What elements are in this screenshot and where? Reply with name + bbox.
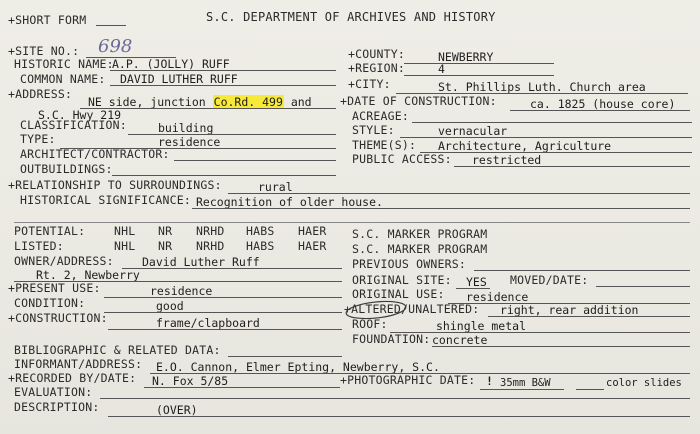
photo-bw: 35mm B&W (500, 377, 551, 389)
style-line (400, 137, 692, 138)
style-label: STYLE: (352, 123, 395, 137)
listed-nhl: NHL (114, 239, 136, 253)
form-title: S.C. DEPARTMENT OF ARCHIVES AND HISTORY (206, 10, 496, 24)
present-use-label: +PRESENT USE: (8, 281, 101, 295)
architect-line (174, 160, 336, 161)
original-site-label: ORIGINAL SITE: (352, 273, 452, 287)
marker-program-2: S.C. MARKER PROGRAM (352, 242, 488, 256)
date-line (510, 110, 690, 111)
classification-value: building (158, 121, 214, 135)
relationship-label: +RELATIONSHIP TO SURROUNDINGS: (8, 178, 222, 192)
relationship-line (228, 193, 690, 194)
roof-label: ROOF: (352, 317, 388, 331)
access-value: restricted (472, 153, 542, 167)
common-name-label: COMMON NAME: (20, 72, 106, 86)
altered-label-b: /UNALTERED: (401, 302, 480, 316)
photo-color: color slides (606, 377, 682, 389)
site-no-label: +SITE NO.: (8, 44, 80, 58)
listed-label: LISTED: (14, 239, 64, 253)
photo-bw-line (480, 389, 564, 390)
listed-nrhd: NRHD (196, 239, 225, 253)
bibliographic-label: BIBLIOGRAPHIC & RELATED DATA: (14, 343, 221, 357)
description-line (108, 416, 690, 417)
city-label: +CITY: (348, 77, 391, 91)
acreage-line (412, 122, 692, 123)
altered-line (488, 316, 690, 317)
common-name-line (110, 85, 336, 86)
recorded-label: +RECORDED BY/DATE: (8, 371, 137, 385)
access-label: PUBLIC ACCESS: (352, 152, 452, 166)
significance-label: HISTORICAL SIGNIFICANCE: (20, 193, 191, 207)
foundation-line (432, 346, 690, 347)
original-site-line (456, 288, 490, 289)
original-site-value: YES (466, 275, 487, 289)
construction-line (108, 329, 342, 330)
description-label: DESCRIPTION: (14, 400, 100, 414)
owner-line (122, 268, 342, 269)
altered-value: right, rear addition (500, 303, 639, 317)
potential-nhl: NHL (114, 224, 136, 238)
theme-line (420, 152, 692, 153)
historic-name-value: A.P. (JOLLY) RUFF (112, 57, 230, 71)
county-label: +COUNTY: (348, 47, 405, 61)
potential-habs: HABS (246, 224, 275, 238)
moved-label: MOVED/DATE: (510, 273, 589, 287)
site-no-value: 698 (98, 36, 133, 57)
historic-name-line (110, 70, 336, 71)
potential-label: POTENTIAL: (14, 224, 86, 238)
historic-name-label: HISTORIC NAME: (14, 57, 114, 71)
significance-value: Recognition of older house. (196, 195, 383, 209)
description-value: (OVER) (156, 403, 198, 417)
moved-line (596, 286, 690, 287)
region-line (404, 75, 554, 76)
potential-haer: HAER (298, 224, 327, 238)
owner-label: OWNER/ADDRESS: (14, 254, 114, 268)
county-line (404, 63, 554, 64)
common-name-value: DAVID LUTHER RUFF (120, 72, 238, 86)
type-value: residence (158, 135, 221, 149)
address-part-a: NE side, junction (88, 95, 206, 109)
recorded-line (144, 387, 340, 388)
listed-habs: HABS (246, 239, 275, 253)
potential-nrhd: NRHD (196, 224, 225, 238)
city-value: St. Phillips Luth. Church area (438, 80, 646, 94)
listed-haer: HAER (298, 239, 327, 253)
photo-mark: ! (486, 374, 493, 388)
region-label: +REGION: (348, 61, 405, 75)
informant-label: INFORMANT/ADDRESS: (14, 357, 143, 371)
classification-label: CLASSIFICATION: (20, 118, 127, 132)
theme-value: Architecture, Agriculture (438, 139, 612, 153)
type-label: TYPE: (20, 132, 56, 146)
significance-line-2 (14, 222, 690, 223)
previous-owners-line (474, 270, 690, 271)
short-form-label: +SHORT FORM (8, 13, 87, 27)
owner-value-line2: Rt. 2, Newberry (36, 268, 140, 282)
style-value: vernacular (438, 124, 508, 138)
condition-label: CONDITION: (14, 296, 86, 310)
region-value: 4 (438, 62, 445, 76)
foundation-label: FOUNDATION: (352, 332, 431, 346)
county-value: NEWBERRY (438, 50, 494, 64)
marker-program-1: S.C. MARKER PROGRAM (352, 227, 488, 241)
outbuildings-label: OUTBUILDINGS: (20, 162, 113, 176)
date-value: ca. 1825 (house core) (530, 97, 676, 111)
foundation-value: concrete (432, 333, 488, 347)
photo-color-line (576, 389, 604, 390)
bibliographic-line (228, 356, 342, 357)
previous-owners-label: PREVIOUS OWNERS: (352, 257, 466, 271)
access-line (454, 166, 690, 167)
address-part-b: and (290, 95, 312, 109)
recorded-value: N. Fox 5/85 (152, 374, 229, 388)
acreage-label: ACREAGE: (352, 109, 409, 123)
original-use-value: residence (466, 290, 529, 304)
construction-value: frame/clapboard (156, 316, 260, 330)
evaluation-label: EVALUATION: (14, 385, 93, 399)
altered-label-a: +ALTERED (344, 302, 401, 316)
significance-line (192, 208, 690, 209)
photo-label: +PHOTOGRAPHIC DATE: (340, 373, 476, 387)
potential-nr: NR (158, 224, 173, 238)
original-use-label: ORIGINAL USE: (352, 287, 445, 301)
informant-value: E.O. Cannon, Elmer Epting, Newberry, S.C. (156, 360, 440, 374)
present-use-value: residence (150, 284, 213, 298)
outbuildings-line (112, 175, 336, 176)
date-label: +DATE OF CONSTRUCTION: (340, 94, 497, 108)
present-use-line (104, 297, 342, 298)
condition-value: good (156, 299, 184, 313)
roof-value: shingle metal (436, 319, 527, 333)
architect-label: ARCHITECT/CONTRACTOR: (20, 147, 170, 161)
address-highlight: Co.Rd. 499 (213, 95, 283, 109)
short-form-line (96, 25, 126, 26)
address-value-line2: S.C. Hwy 219 (38, 108, 122, 122)
address-label: +ADDRESS: (8, 87, 73, 101)
relationship-value: rural (258, 180, 293, 194)
construction-label: +CONSTRUCTION: (8, 311, 108, 325)
condition-line (104, 312, 342, 313)
evaluation-line (100, 398, 690, 399)
theme-label: THEME(S): (352, 138, 417, 152)
owner-value: David Luther Ruff (142, 255, 260, 269)
listed-nr: NR (158, 239, 173, 253)
